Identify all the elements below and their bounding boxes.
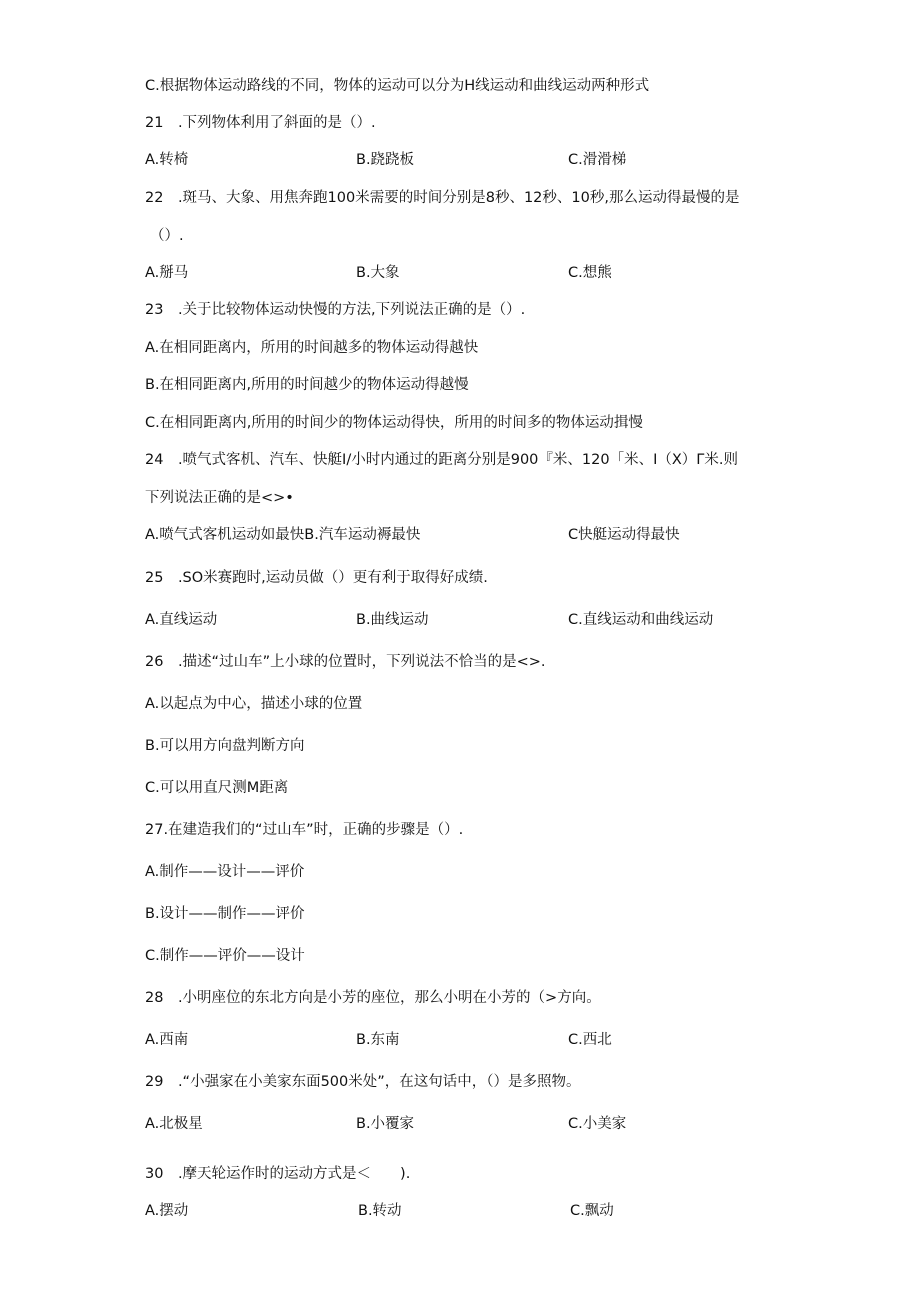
q26-option-a: A.以起点为中心，描述小球的位置 <box>145 696 363 712</box>
q23-option-a: A.在相同距离内，所用的时间越多的物体运动得越快 <box>145 340 479 356</box>
question-27: 27.在建造我们的“过山车”时，正确的步骤是（）. <box>145 822 464 838</box>
q23-option-c: C.在相同距离内,所用的时间少的物体运动得快，所用的时间多的物体运动揖慢 <box>145 415 643 431</box>
q29-option-a: A.北极星 <box>145 1116 203 1132</box>
q25-option-b: B.曲线运动 <box>356 612 429 628</box>
q21-option-c: C.滑滑梯 <box>568 152 627 168</box>
q28-option-c: C.西北 <box>568 1032 612 1048</box>
question-26: 26 .描述“过山车”上小球的位置时，下列说法不恰当的是<>. <box>145 654 546 670</box>
q21-option-b: B.跷跷板 <box>356 152 415 168</box>
question-24-cont: 下列说法正确的是<>• <box>145 490 294 506</box>
q27-option-c: C.制作——评价——设计 <box>145 948 305 964</box>
q22-option-a: A.掰马 <box>145 265 189 281</box>
q30-option-c: C.飘动 <box>570 1203 614 1219</box>
question-30: 30 .摩天轮运作时的运动方式是＜ ). <box>145 1166 411 1182</box>
q30-option-a: A.摆动 <box>145 1203 189 1219</box>
q26-option-c: C.可以用直尺测M距离 <box>145 780 289 796</box>
q22-option-b: B.大象 <box>356 265 400 281</box>
question-22: 22 .斑马、大象、用焦奔跑100米需要的时间分别是8秒、12秒、10秒,那么运动得最慢的是 <box>145 190 740 206</box>
question-25: 25 .SO米赛跑时,运动员做（）更有利于取得好成绩. <box>145 570 488 586</box>
q20-option-c: C.根据物体运动路线的不同，物体的运动可以分为H线运动和曲线运动两种形式 <box>145 78 650 94</box>
question-22-cont: （）. <box>150 228 184 244</box>
q25-option-c: C.直线运动和曲线运动 <box>568 612 714 628</box>
q28-option-b: B.东南 <box>356 1032 400 1048</box>
q28-option-a: A.西南 <box>145 1032 189 1048</box>
q25-option-a: A.直线运动 <box>145 612 218 628</box>
q29-option-c: C.小美家 <box>568 1116 627 1132</box>
q30-option-b: B.转动 <box>358 1203 402 1219</box>
question-24: 24 .喷气式客机、汽车、快艇I/小时内通过的距离分别是900『米、120「米、I（X）Γ米.则 <box>145 452 738 468</box>
q29-option-b: B.小覆家 <box>356 1116 415 1132</box>
q24-option-c: C快艇运动得最快 <box>568 527 680 543</box>
q22-option-c: C.想熊 <box>568 265 612 281</box>
q27-option-b: B.设计——制作——评价 <box>145 906 305 922</box>
q27-option-a: A.制作——设计——评价 <box>145 864 305 880</box>
question-23: 23 .关于比较物体运动快慢的方法,下列说法正确的是（）. <box>145 302 526 318</box>
q26-option-b: B.可以用方向盘判断方向 <box>145 738 305 754</box>
q24-options-ab: A.喷气式客机运动如最快B.汽车运动褥最快 <box>145 527 421 543</box>
question-28: 28 .小明座位的东北方向是小芳的座位，那么小明在小芳的（>方向。 <box>145 990 601 1006</box>
q21-option-a: A.转椅 <box>145 152 189 168</box>
question-21: 21 .下列物体利用了斜面的是（）. <box>145 115 376 131</box>
q23-option-b: B.在相同距离内,所用的时间越少的物体运动得越慢 <box>145 377 469 393</box>
question-29: 29 .“小强家在小美家东面500米处”，在这句话中，（）是多照物。 <box>145 1074 581 1090</box>
